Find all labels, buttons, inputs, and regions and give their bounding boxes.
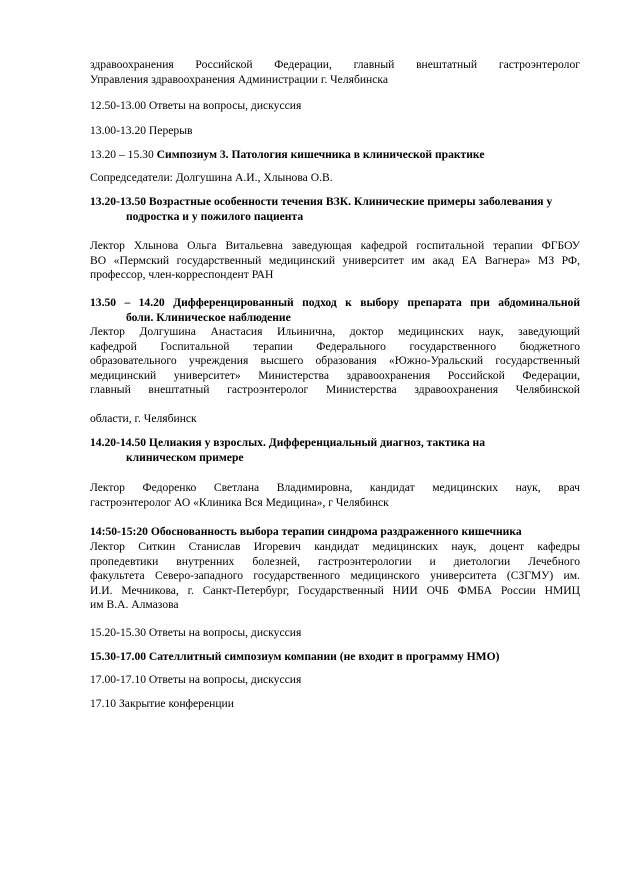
talk-2-lecturer-line-1: Лектор Долгушина Анастасия Ильинична, доктор медицинских наук, заведующий — [90, 325, 580, 338]
talk-3-lecturer-line-1: Лектор Федоренко Светлана Владимировна, кандидат медицинских наук, врач — [90, 481, 580, 494]
talk-3-lecturer — [90, 481, 580, 510]
talk-1-title-line-1: 13.20-13.50 Возрастные особенности течения ВЗК. Клинические примеры заболевания у — [90, 195, 553, 208]
talk-4-lecturer-line-4: И.И. Мечникова, г. Санкт-Петербург, Государственный НИИ ОЧБ ФМБА России НМИЦ — [90, 583, 580, 597]
talk-2-lecturer-line-6: области, г. Челябинск — [90, 412, 197, 425]
chairs-line: Сопредседатели: Долгушина А.И., Хлынова О.В. — [90, 171, 333, 184]
talk-1-lecturer-line-1: Лектор Хлынова Ольга Витальевна заведующая кафедрой госпитальной терапии ФГБОУ — [90, 239, 580, 252]
talk-4-title: 14:50-15:20 Обоснованность выбора терапии синдрома раздраженного кишечника — [90, 525, 522, 538]
talk-2-lecturer-line-2: кафедрой Госпитальной терапии Федерального государственного бюджетного — [90, 339, 580, 353]
talk-2-title-line-2: боли. Клиническое наблюдение — [126, 310, 291, 324]
closing-item: 17.10 Закрытие конференции — [90, 697, 234, 710]
talk-1-lecturer-line-2: ВО «Пермский государственный медицинский университет им акад ЕА Вагнера» МЗ РФ, — [90, 253, 580, 267]
intro-paragraph — [90, 58, 580, 87]
talk-2-lecturer-line-4: медицинский университет» Министерства здравоохранения Российской Федерации, — [90, 368, 580, 382]
qa-item-2: 15.20-15.30 Ответы на вопросы, дискуссия — [90, 626, 302, 639]
talk-4-lecturer-line-5: им В.А. Алмазова — [90, 598, 179, 612]
talk-4-lecturer-line-3: факультета Северо-западного государственного медицинского университета (СЗГМУ) им. — [90, 569, 580, 583]
talk-4-lecturer-line-2: пропедевтики внутренних болезней, гастроэнтерологии и диетологии Лечебного — [90, 554, 580, 568]
talk-4-lecturer-line-1: Лектор Ситкин Станислав Игоревич кандидат медицинских наук, доцент кафедры — [90, 540, 580, 553]
break-item: 13.00-13.20 Перерыв — [90, 124, 193, 137]
symposium-title: Симпозиум 3. Патология кишечника в клинической практике — [156, 148, 485, 161]
intro-line-2: Управления здравоохранения Администрации г. Челябинска — [90, 72, 388, 86]
talk-1-title — [90, 195, 580, 224]
talk-2-lecturer-line-5: главный внештатный гастроэнтеролог Министерства здравоохранения Челябинской — [90, 383, 580, 397]
talk-2-title — [90, 296, 580, 325]
intro-line-1: здравоохранения Российской Федерации, главный внештатный гастроэнтеролог — [90, 58, 580, 71]
talk-1-lecturer — [90, 239, 580, 283]
talk-2-title-line-1: 13.50 – 14.20 Дифференцированный подход к выбору препарата при абдоминальной — [90, 296, 580, 309]
symposium-time: 13.20 – 15.30 — [90, 148, 154, 161]
qa-item-1: 12.50-13.00 Ответы на вопросы, дискуссия — [90, 99, 302, 112]
talk-3-title-line-1: 14.20-14.50 Целиакия у взрослых. Дифференциальный диагноз, тактика на — [90, 436, 485, 449]
talk-1-lecturer-line-3: профессор, член-корреспондент РАН — [90, 268, 274, 282]
talk-3-title — [90, 436, 580, 465]
talk-2-lecturer-line-3: образовательного учреждения высшего образования «Южно-Уральский государственный — [90, 354, 580, 368]
satellite-symposium: 15.30-17.00 Сателлитный симпозиум компании (не входит в программу НМО) — [90, 650, 500, 663]
talk-3-title-line-2: клиническом примере — [126, 450, 244, 464]
talk-1-title-line-2: подростка и у пожилого пациента — [126, 209, 304, 223]
symposium-heading — [90, 148, 580, 163]
qa-item-3: 17.00-17.10 Ответы на вопросы, дискуссия — [90, 673, 302, 686]
talk-2-lecturer — [90, 325, 580, 398]
talk-4-lecturer — [90, 540, 580, 613]
talk-3-lecturer-line-2: гастроэнтеролог АО «Клиника Вся Медицина», г Челябинск — [90, 495, 389, 509]
